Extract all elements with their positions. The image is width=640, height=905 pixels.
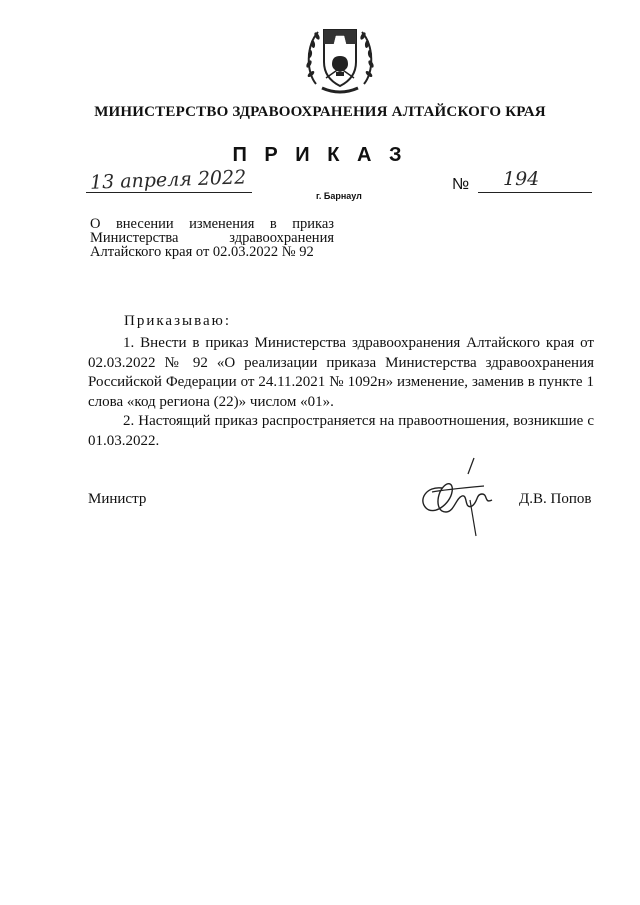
subject-line: Министерства здравоохранения xyxy=(90,230,334,246)
signatory-name: Д.В. Попов xyxy=(519,491,592,507)
order-paragraph: 2. Настоящий приказ распространяется на правоотношения, возникшие с 01.03.2022. xyxy=(88,413,594,449)
document-title: П Р И К А З xyxy=(232,144,408,166)
number-label: № xyxy=(452,176,470,193)
order-number: 194 xyxy=(503,168,540,190)
city: г. Барнаул xyxy=(316,191,362,201)
order-paragraph: 1. Внести в приказ Министерства здравоохранения Алтайского края от 02.03.2022 № 92 «О реализации приказа Министерства здравоохранения Российской Федерации от 24.11.2021 № 1092н» изменение, заменив в пункте 1 слова «код региона (22)» числом «01». xyxy=(88,335,594,410)
order-date: 13 апреля 2022 xyxy=(89,166,247,194)
subject-line: Алтайского края от 02.03.2022 № 92 xyxy=(90,244,314,260)
order-body xyxy=(88,334,594,452)
signatory-position: Министр xyxy=(88,491,147,507)
ministry-name: МИНИСТЕРСТВО ЗДРАВООХРАНЕНИЯ АЛТАЙСКОГО КРАЯ xyxy=(94,104,546,120)
order-directive-word: Приказываю: xyxy=(124,313,231,329)
subject-line: О внесении изменения в приказ xyxy=(90,216,334,232)
signature-icon xyxy=(412,452,504,538)
date-underline xyxy=(86,192,252,193)
order-subject xyxy=(90,217,334,259)
number-underline xyxy=(478,192,592,193)
coat-of-arms-icon xyxy=(302,16,378,100)
